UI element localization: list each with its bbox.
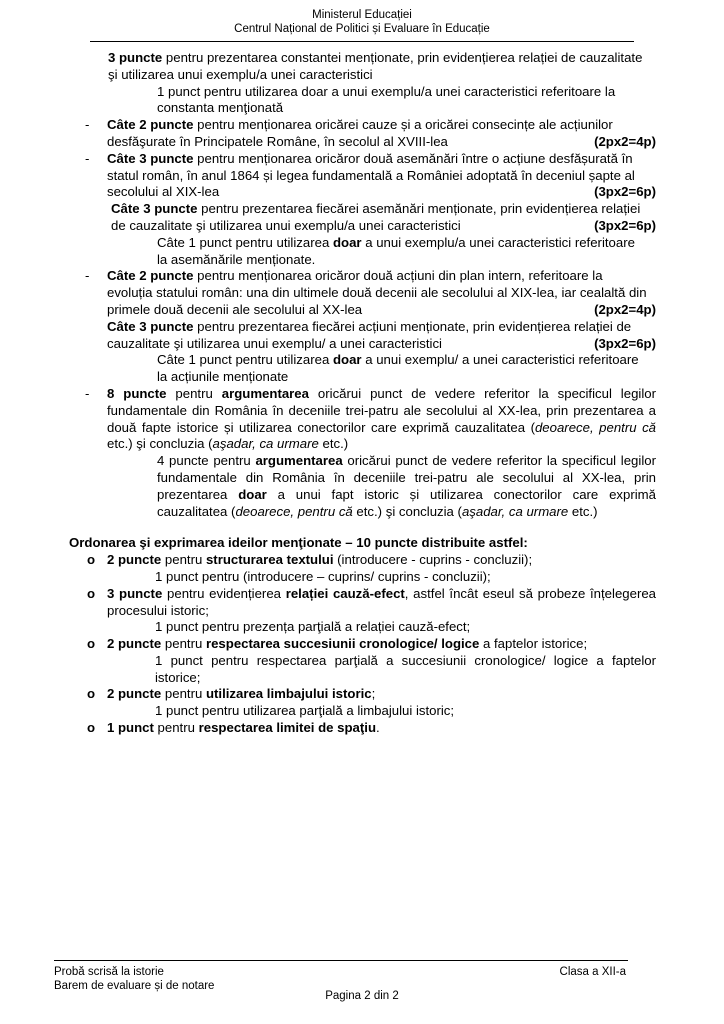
footer-barem: Barem de evaluare și de notare (54, 980, 215, 992)
header-divider (90, 41, 634, 42)
list-item: o 2 puncte pentru respectarea succesiunii cronologice/ logice a faptelor istorice; (87, 636, 588, 652)
bullet-marker: o (87, 720, 96, 736)
header-center: Centrul Național de Politici și Evaluare în Educație (234, 23, 490, 35)
similarities-partial: Câte 1 punct pentru utilizarea doar a unui exemplu/a unei caracteristici referitoare la asemănările menționate. (157, 234, 635, 267)
constant-partial: 1 punct pentru utilizarea doar a unui exemplu/a unei caracteristici referitoare la constanta menţionată (157, 83, 616, 116)
page-number: Pagina 2 din 2 (325, 990, 399, 1002)
footer-divider (54, 960, 628, 961)
score-label: (2px2=4p) (594, 301, 656, 317)
list-item-causes: - Câte 2 puncte pentru menționarea oricărei cauze și a oricărei consecințe ale acțiunilor desfăşurate în Principatele Române, în secolul al XVIII-lea (2px2=4p) (85, 117, 656, 149)
footer-exam: Probă scrisă la istorie (54, 966, 164, 978)
score-label: (3px2=6p) (594, 217, 656, 233)
list-marker: - (85, 117, 90, 133)
bullet-marker: o (87, 686, 96, 702)
list-marker: - (85, 150, 90, 166)
footer-left (54, 965, 214, 993)
score-label: (2px2=4p) (594, 133, 656, 149)
bullet-marker: o (87, 585, 96, 601)
actions-partial: Câte 1 punct pentru utilizarea doar a unui exemplu/ a unei caracteristici referitoare la acțiunile menționate (157, 352, 639, 385)
points-label: 3 puncte (108, 50, 163, 65)
list-item: o 2 puncte pentru utilizarea limbajului istoric; (87, 686, 376, 702)
bullet-marker: o (87, 636, 96, 652)
score-label: (3px2=6p) (594, 184, 656, 200)
page-header (90, 8, 634, 36)
list-marker: - (85, 385, 90, 401)
footer-class: Clasa a XII-a (559, 966, 626, 978)
ordering-list: o 2 puncte pentru structurarea textului (introducere - cuprins - concluzii); 1 punct pentru (introducere – cuprins/ cuprins - concluzii); o 3 puncte pentru evidențierea relației cauză-efect, astfel încât eseul să probeze înțelegerea procesului istoric; 1 punct pentru prezența parţială a relației cauză-efect; o 2 puncte pentru respectarea succesiunii cronologice/ logice a faptelor istorice; 1 punct pentru respectarea parţială a succesiunii cronologice/ logice a faptelor istorice; o 2 puncte pentru utilizarea limbajului istoric; 1 punct pentru utilizarea parţială a limbajului istoric; o 1 punct pentru respectarea limitei de spaţiu. (87, 552, 657, 736)
list-item-argument: - 8 puncte pentru argumentarea oricărui punct de vedere referitor la specificul legilor fundamentale din România în deceniile trei-patru ale secolului al XX-lea, prin prezentarea a două fapte istorice și utilizarea conectorilor care exprimă cauzalitatea (deoarece, pentru că etc.) şi concluzia (aşadar, ca urmare etc.) (85, 385, 656, 452)
list-item-similarities: - Câte 3 puncte pentru menționarea oricăror două asemănări între o acțiune desfășurată în statul român, în anul 1864 și legea fundamentală a României adoptată în deceniul șapte al secolului al XIX-lea (3px2=6p) (85, 150, 656, 200)
list-item: o 1 punct pentru respectarea limitei de spaţiu. (87, 720, 380, 736)
list-item-actions: - Câte 2 puncte pentru menționarea oricăror două acțiuni din plan intern, referitoare la evoluția statului român: una din ultimele două decenii ale secolului al XIX-lea, iar cealaltă din primele două decenii ale secolului al XX-lea (2px2=4p) Câte 3 puncte pentru prezentarea fiecărei acțiuni menționate, prin evidențierea relației de cauzalitate şi utilizarea unui exemplu/ a unei caracteristici (3px2=6p) (85, 268, 656, 351)
constant-block: 3 puncte pentru prezentarea constantei menționate, prin evidențierea relației de cauzalitate şi utilizarea unui exemplu/a unei caracteristici (108, 50, 643, 82)
similarities-presentation: Câte 3 puncte pentru prezentarea fiecărei asemănări menționate, prin evidențierea relației de cauzalitate şi utilizarea unui exemplu/a unei caracteristici (3px2=6p) (111, 201, 656, 233)
header-ministry: Ministerul Educației (312, 9, 412, 21)
list-item: o 3 puncte pentru evidențierea relației cauză-efect, astfel încât eseul să probeze înțelegerea procesului istoric; (87, 585, 657, 618)
score-label: (3px2=6p) (594, 335, 656, 351)
bullet-marker: o (87, 552, 96, 568)
list-marker: - (85, 268, 90, 284)
section-title: Ordonarea şi exprimarea ideilor menţionate – 10 puncte distribuite astfel: (69, 535, 528, 551)
list-item: o 2 puncte pentru structurarea textului (introducere - cuprins - concluzii); (87, 552, 533, 568)
argument-partial: 4 puncte pentru argumentarea oricărui punct de vedere referitor la specificul legilor fundamentale din România în deceniile trei-patru ale secolului al XX-lea, prin prezentarea doar a unui fapt istoric și utilizarea conectorilor care exprimă cauzalitatea (deoarece, pentru că etc.) şi concluzia (aşadar, ca urmare etc.) (157, 453, 656, 519)
document-body (69, 50, 657, 737)
